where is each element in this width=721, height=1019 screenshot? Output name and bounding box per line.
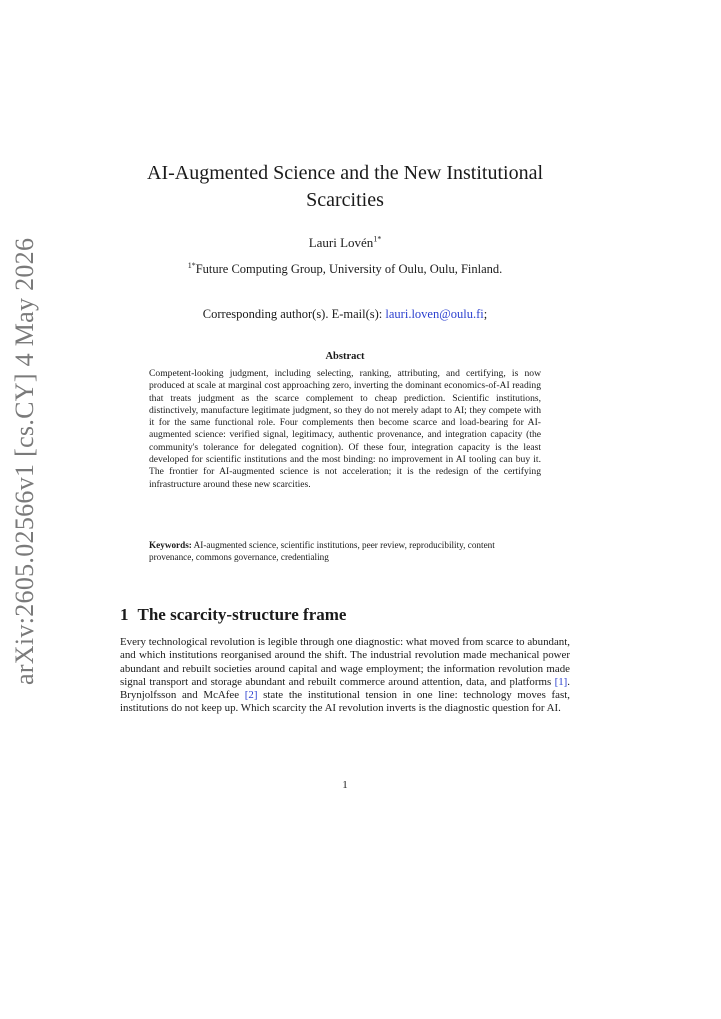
- section-number: 1: [120, 605, 129, 624]
- author-line: [0, 235, 690, 251]
- author-name: Lauri Lovén: [308, 235, 374, 250]
- email-link[interactable]: lauri.loven@oulu.fi: [385, 307, 484, 321]
- paragraph-text-b: . Brynjolfsson and McAfee: [120, 675, 570, 702]
- citation-link-2[interactable]: [2]: [244, 689, 258, 702]
- abstract-heading: Abstract: [325, 351, 365, 362]
- correspondence-trail: ;: [483, 307, 488, 321]
- affiliation-mark: 1*: [187, 260, 196, 270]
- section-paragraph: [120, 636, 570, 716]
- keywords-label: Keywords:: [149, 540, 192, 550]
- citation-link-1[interactable]: [1]: [554, 675, 568, 688]
- correspondence-label: Corresponding author(s). E-mail(s):: [202, 307, 383, 321]
- arxiv-identifier: arXiv:2605.02566v1 [cs.CY] 4 May 2026: [10, 237, 39, 685]
- section-title: The scarcity-structure frame: [137, 605, 347, 624]
- paragraph-text-c: state the institutional tension in one line: technology moves fast, institutions do not keep up. Which scarcity the AI revolution inverts is the diagnostic question for AI.: [120, 689, 570, 715]
- abstract-text: Competent-looking judgment, including selecting, ranking, attributing, and certifying, is now produced at scale at marginal cost approaching zero, inverting the dominant economics-of-AI reading that treats judgment as the scarce complement to cheap prediction. Scientific institutions, distinctively, manufacture legitimate judgment, so they do not merely adapt to AI; they compete with it for the same functional role. Four complements then become scarce and load-bearing for AI-augmented science: verified signal, legitimacy, authentic provenance, and integration capacity (the community's tolerance for delegated cognition). Of these four, integration capacity is the least developed for scientific institutions and the most binding: no improvement in AI tooling can buy it. The frontier for AI-augmented science is not acceleration; it is the redesign of the certifying infrastructure around these new scarcities.: [149, 368, 541, 490]
- paragraph-text-a: Every technological revolution is legible through one diagnostic: what moved from scarce to abundant, and which institutions reorganised around the shift. The industrial revolution made mechanical power abundant and rebuilt societies around capital and wage employment; the information revolution made signal transport and storage abundant and rebuilt commerce around attention, data, and platforms: [120, 636, 570, 688]
- keywords-text: AI-augmented science, scientific institutions, peer review, reproducibility, content provenance, commons governance, credentialing: [149, 540, 495, 562]
- section-heading: [120, 605, 346, 625]
- page-number: 1: [342, 779, 348, 791]
- affiliation: [0, 262, 690, 277]
- paper-title: AI-Augmented Science and the New Institutional Scarcities: [147, 162, 543, 211]
- keywords: [149, 540, 541, 563]
- correspondence: [0, 307, 690, 322]
- affiliation-text: Future Computing Group, University of Oulu, Oulu, Finland.: [195, 262, 503, 276]
- author-mark: 1*: [373, 234, 382, 244]
